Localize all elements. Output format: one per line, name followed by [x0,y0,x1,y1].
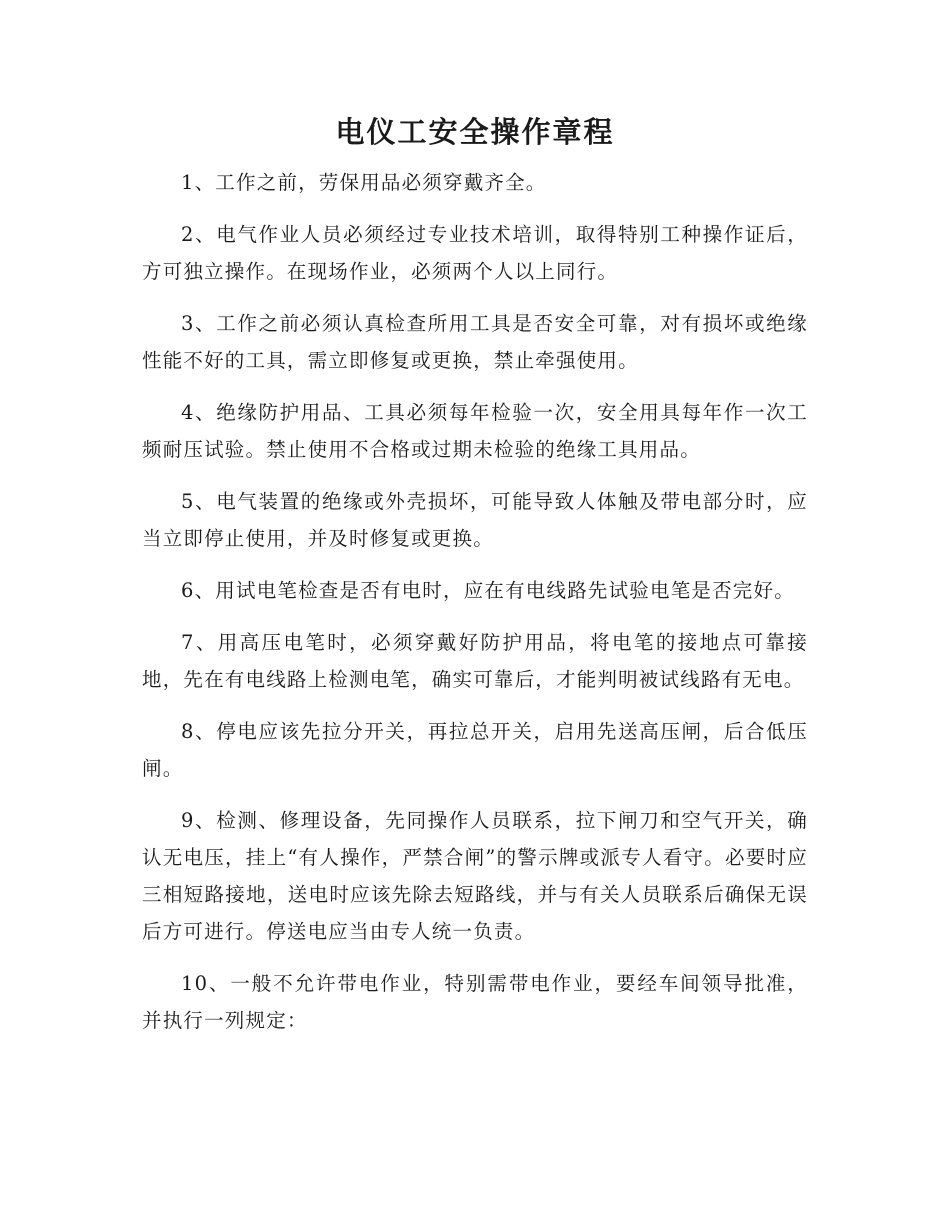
rule-paragraph-1: 1、工作之前，劳保用品必须穿戴齐全。 [181,171,547,194]
rule-paragraph-6: 6、用试电笔检查是否有电时，应在有电线路先试验电笔是否完好。 [181,579,795,602]
rule-paragraph-8: 8、停电应该先拉分开关，再拉总开关，启用先送高压闸，后合低压闸。 [142,720,808,780]
rule-paragraph-3: 3、工作之前必须认真检查所用工具是否安全可靠，对有损坏或绝缘性能不好的工具，需立即修复或更换，禁止牵强使用。 [142,312,808,372]
rule-paragraph-2: 2、电气作业人员必须经过专业技术培训，取得特别工种操作证后，方可独立操作。在现场作业，必须两个人以上同行。 [142,223,808,283]
rule-paragraph-4: 4、绝缘防护用品、工具必须每年检验一次，安全用具每年作一次工频耐压试验。禁止使用不合格或过期未检验的绝缘工具用品。 [142,401,808,461]
document-title: 电仪工安全操作章程 [335,115,615,149]
rule-paragraph-7: 7、用高压电笔时，必须穿戴好防护用品，将电笔的接地点可靠接地，先在有电线路上检测电笔，确实可靠后，才能判明被试线路有无电。 [142,631,808,691]
rule-paragraph-10: 10、一般不允许带电作业，特别需带电作业，要经车间领导批准，并执行一列规定： [142,972,808,1032]
document-body [142,164,808,1054]
rule-paragraph-9: 9、检测、修理设备，先同操作人员联系，拉下闸刀和空气开关，确认无电压，挂上“有人操作，严禁合闸”的警示牌或派专人看守。必要时应三相短路接地，送电时应该先除去短路线，并与有关人员联系后确保无误后方可进行。停送电应当由专人统一负责。 [142,809,808,943]
rule-paragraph-5: 5、电气装置的绝缘或外壳损坏，可能导致人体触及带电部分时，应当立即停止使用，并及时修复或更换。 [142,490,808,550]
